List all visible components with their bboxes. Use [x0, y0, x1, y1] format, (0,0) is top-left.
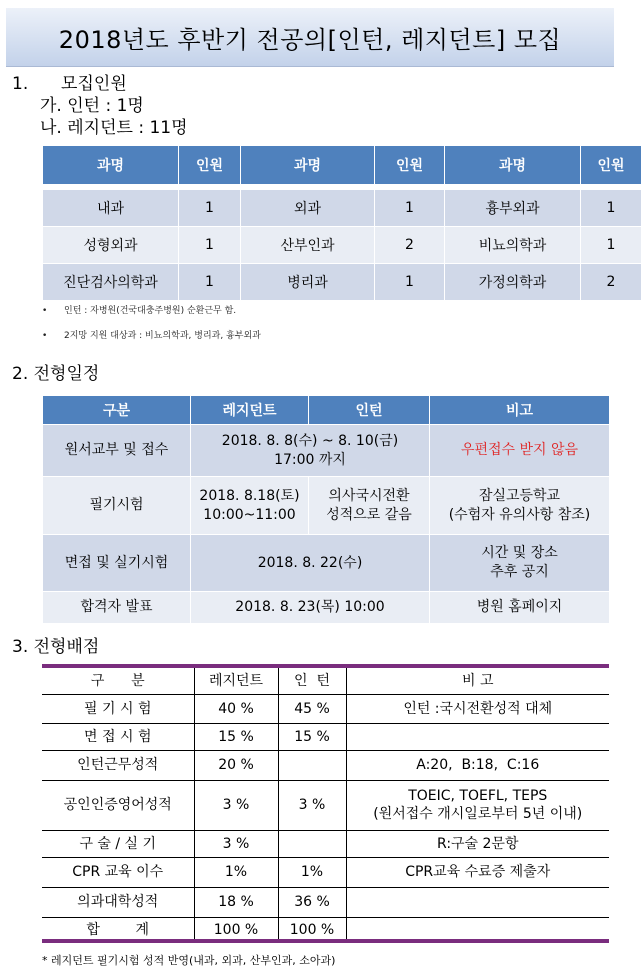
table-cell [346, 780, 609, 830]
table-cell: 비뇨의학과 [445, 227, 581, 264]
table-cell: 진단검사의학과 [43, 264, 179, 301]
cell-line: 10:00~11:00 [203, 506, 296, 523]
table-cell [278, 750, 346, 780]
recruitment-table [42, 145, 642, 301]
table-cell: 18 % [194, 887, 278, 917]
cell-line: (수험자 유의사항 참조) [448, 506, 591, 523]
note-text: 인턴 : 자병원(건국대충주병원) 순환근무 함. [64, 306, 237, 316]
table-cell: 15 % [278, 723, 346, 750]
table-row [43, 425, 610, 477]
table-cell: 1 [179, 190, 241, 227]
table-cell: R:구술 2문항 [346, 830, 609, 857]
table-cell [346, 887, 609, 917]
table-row [43, 264, 642, 301]
table-cell: 공인인증영어성적 [42, 780, 194, 830]
col-header: 비고 [430, 396, 610, 425]
table-cell: 2018. 8. 22(수) [191, 535, 430, 592]
table-cell: 면 접 시 험 [42, 723, 194, 750]
table-cell: 1 [581, 190, 642, 227]
table-cell: A:20, B:18, C:16 [346, 750, 609, 780]
table-cell: 필 기 시 험 [42, 694, 194, 723]
note-text: 2지망 지원 대상과 : 비뇨의학과, 병리과, 흉부외과 [64, 331, 261, 341]
table-cell: 외과 [241, 190, 375, 227]
cell-line: 성적으로 갈음 [326, 506, 412, 523]
table-cell [346, 723, 609, 750]
cell-line: 2018. 8.18(토) [199, 487, 300, 504]
col-header: 레지던트 [194, 668, 278, 694]
table-cell: 산부인과 [241, 227, 375, 264]
section2-heading: 2. 전형일정 [12, 364, 100, 384]
cell-line: 의사국시전환 [328, 487, 410, 504]
section1-heading [12, 74, 127, 94]
table-cell: 우편접수 받지 않음 [430, 425, 610, 477]
table-cell: 1 [179, 264, 241, 301]
table-cell: 의과대학성적 [42, 887, 194, 917]
table-cell: 인턴 :국시전환성적 대체 [346, 694, 609, 723]
table-cell: 1 [375, 264, 445, 301]
col-header: 과명 [43, 146, 179, 185]
cell-line: 잠실고등학교 [478, 487, 561, 504]
table-cell: 100 % [194, 917, 278, 943]
table-cell: 36 % [278, 887, 346, 917]
bullet-icon: • [42, 331, 48, 341]
table-cell: 내과 [43, 190, 179, 227]
col-header: 인원 [375, 146, 445, 185]
table-row [43, 535, 610, 592]
table-row [43, 477, 610, 535]
table-cell: CPR교육 수료증 제출자 [346, 857, 609, 887]
cell-line: 2018. 8. 8(수) ~ 8. 10(금) [221, 432, 399, 449]
note-item [42, 328, 261, 341]
section1-title: 모집인원 [61, 74, 127, 94]
page-title: 2018년도 후반기 전공의[인턴, 레지던트] 모집 [6, 8, 614, 67]
table-row [42, 750, 609, 780]
table-cell: 2 [375, 227, 445, 264]
table-header [43, 146, 642, 185]
table-header [42, 668, 609, 694]
table-row [43, 592, 610, 624]
table-row [42, 857, 609, 887]
table-row [42, 887, 609, 917]
table-cell: 1% [278, 857, 346, 887]
table-row [43, 190, 642, 227]
table-cell: 합 계 [42, 917, 194, 943]
col-header: 인턴 [309, 396, 430, 425]
table-cell: 인턴근무성적 [42, 750, 194, 780]
resident-count: 나. 레지던트 : 11명 [40, 118, 188, 138]
table-cell: 20 % [194, 750, 278, 780]
table-cell: 면접 및 실기시험 [43, 535, 191, 592]
table-cell: 3 % [278, 780, 346, 830]
table-row [42, 780, 609, 830]
table-cell: 합격자 발표 [43, 592, 191, 624]
table-cell [309, 477, 430, 535]
col-header: 구분 [43, 396, 191, 425]
table-cell: 병리과 [241, 264, 375, 301]
table-cell [278, 830, 346, 857]
col-header: 레지던트 [191, 396, 309, 425]
table-cell: 100 % [278, 917, 346, 943]
table-bottom-rule [42, 939, 609, 943]
table-cell: 1 [375, 190, 445, 227]
table-cell: 흉부외과 [445, 190, 581, 227]
table-cell: 필기시험 [43, 477, 191, 535]
cell-line: 17:00 까지 [274, 451, 346, 468]
scoring-table [42, 668, 609, 943]
table-row [43, 227, 642, 264]
table-cell: 3 % [194, 830, 278, 857]
bullet-icon: • [42, 306, 48, 316]
cell-line: 추후 공지 [490, 564, 549, 580]
table-cell: 원서교부 및 접수 [43, 425, 191, 477]
table-cell [430, 477, 610, 535]
intern-count: 가. 인턴 : 1명 [40, 96, 144, 116]
table-cell: 성형외과 [43, 227, 179, 264]
col-header: 인원 [179, 146, 241, 185]
table-cell: 1 [179, 227, 241, 264]
table-cell: 40 % [194, 694, 278, 723]
note-item [42, 303, 236, 316]
table-cell: 15 % [194, 723, 278, 750]
table-cell: 가정의학과 [445, 264, 581, 301]
table-row [42, 723, 609, 750]
cell-line: (원서접수 개시일로부터 5년 이내) [373, 806, 583, 822]
table-cell [430, 535, 610, 592]
col-header: 인 턴 [278, 668, 346, 694]
table-cell: 2018. 8. 23(목) 10:00 [191, 592, 430, 624]
col-header: 비 고 [346, 668, 609, 694]
section1-number: 1. [12, 74, 29, 94]
table-cell: 구 술 / 실 기 [42, 830, 194, 857]
col-header: 인원 [581, 146, 642, 185]
table-cell: 1 [581, 227, 642, 264]
table-row [42, 694, 609, 723]
table-cell [191, 425, 430, 477]
cell-line: TOEIC, TOEFL, TEPS [408, 788, 548, 804]
table-cell: 2 [581, 264, 642, 301]
footnote: * 레지던트 필기시험 성적 반영(내과, 외과, 산부인과, 소아과) [42, 954, 336, 967]
schedule-table [42, 395, 610, 624]
table-cell: 1% [194, 857, 278, 887]
col-header: 구 분 [42, 668, 194, 694]
cell-line: 시간 및 장소 [481, 545, 558, 561]
table-cell [191, 477, 309, 535]
table-cell: 45 % [278, 694, 346, 723]
table-row [42, 830, 609, 857]
col-header: 과명 [241, 146, 375, 185]
table-header [43, 396, 610, 425]
table-cell: 3 % [194, 780, 278, 830]
table-cell: 병원 홈페이지 [430, 592, 610, 624]
section3-heading: 3. 전형배점 [12, 637, 100, 657]
col-header: 과명 [445, 146, 581, 185]
table-cell: CPR 교육 이수 [42, 857, 194, 887]
